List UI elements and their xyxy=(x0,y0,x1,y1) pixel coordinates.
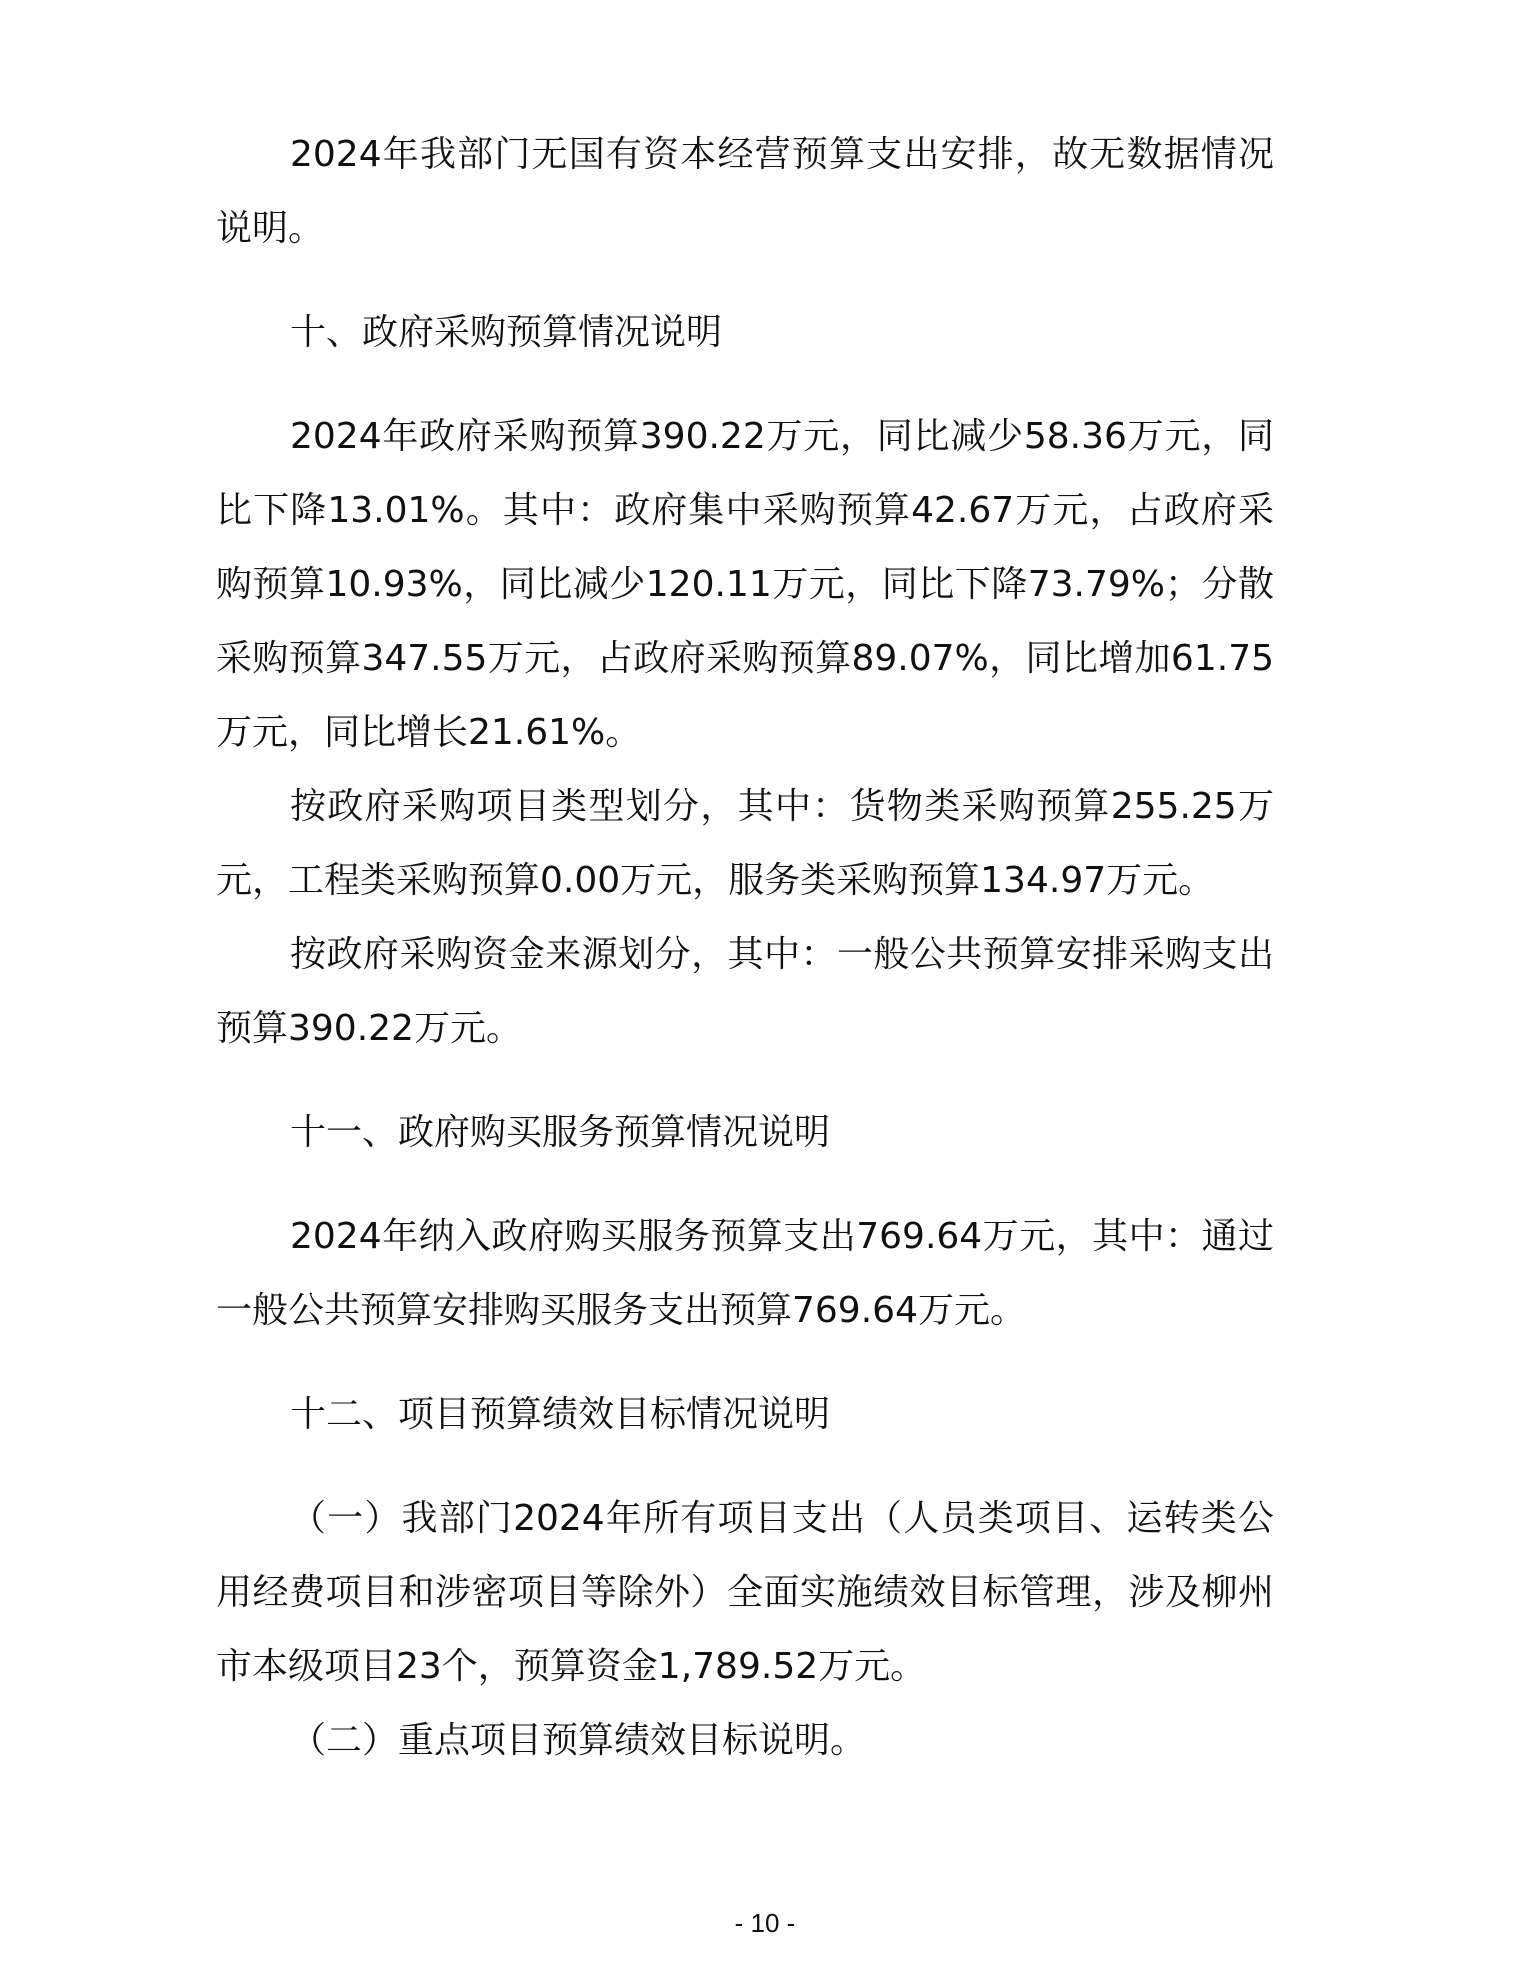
paragraph-procurement-budget: 2024年政府采购预算390.22万元，同比减少58.36万元，同比下降13.01%。其中：政府集中采购预算42.67万元，占政府采购预算10.93%，同比减少120.11万元，同比下降73.79%；分散采购预算347.55万元，占政府采购预算89.07%，同比增加61.75万元，同比增长21.61%。 xyxy=(216,416,1274,753)
spacer xyxy=(216,1066,1274,1096)
paragraph-procurement-by-source: 按政府采购资金来源划分，其中：一般公共预算安排采购支出预算390.22万元。 xyxy=(216,934,1274,1049)
paragraph-purchase-services: 2024年纳入政府购买服务预算支出769.64万元，其中：通过一般公共预算安排购买服务支出预算769.64万元。 xyxy=(216,1216,1274,1331)
spacer xyxy=(216,1348,1274,1378)
heading-performance-targets: 十二、项目预算绩效目标情况说明 xyxy=(290,1394,831,1435)
document-body xyxy=(216,118,1274,1778)
paragraph-no-capital-budget: 2024年我部门无国有资本经营预算支出安排，故无数据情况说明。 xyxy=(216,134,1274,249)
spacer xyxy=(216,370,1274,400)
spacer xyxy=(216,1452,1274,1482)
page-number: - 10 - xyxy=(734,1908,796,1938)
paragraph-performance-management: （一）我部门2024年所有项目支出（人员类项目、运转类公用经费项目和涉密项目等除外）全面实施绩效目标管理，涉及柳州市本级项目23个，预算资金1,789.52万元。 xyxy=(216,1498,1274,1687)
paragraph-key-projects: （二）重点项目预算绩效目标说明。 xyxy=(290,1720,867,1761)
spacer xyxy=(216,266,1274,296)
heading-government-procurement: 十、政府采购预算情况说明 xyxy=(290,312,723,353)
heading-purchase-services: 十一、政府购买服务预算情况说明 xyxy=(290,1112,831,1153)
spacer xyxy=(216,1170,1274,1200)
paragraph-procurement-by-type: 按政府采购项目类型划分，其中：货物类采购预算255.25万元，工程类采购预算0.00万元，服务类采购预算134.97万元。 xyxy=(216,786,1274,901)
